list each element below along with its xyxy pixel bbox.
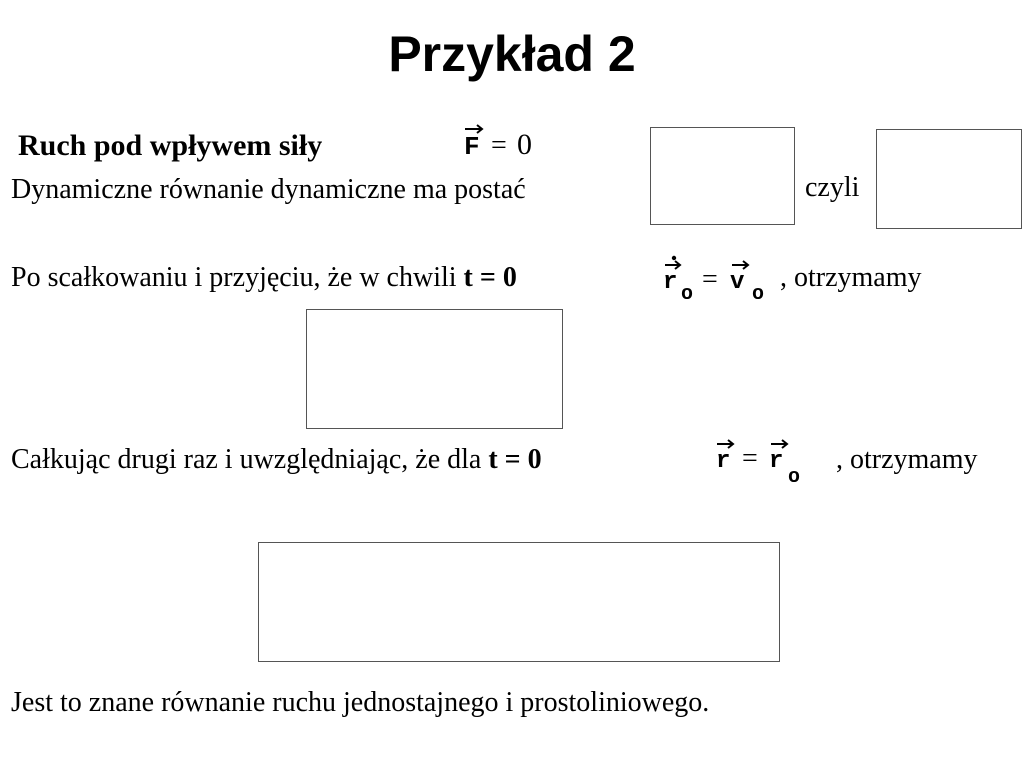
otrzymamy-text-2: , otrzymamy bbox=[836, 444, 978, 475]
equals-sign: = bbox=[491, 130, 507, 161]
force-zero-formula bbox=[462, 122, 552, 166]
equals-sign: = bbox=[702, 264, 718, 295]
equation-box-1 bbox=[650, 127, 795, 225]
equation-intro-text: Dynamiczne równanie dynamiczne ma postać bbox=[11, 174, 526, 205]
second-integration-text bbox=[11, 443, 542, 477]
equation-box-2 bbox=[876, 129, 1022, 229]
position-symbol: r bbox=[716, 448, 731, 475]
force-value: 0 bbox=[517, 128, 532, 161]
time-condition: t = 0 bbox=[463, 262, 517, 293]
second-integration-prefix: Całkując drugi raz i uwzględniając, że dla bbox=[11, 444, 489, 475]
velocity-symbol: v bbox=[730, 269, 745, 296]
equation-box-3 bbox=[306, 309, 563, 429]
equation-box-4 bbox=[258, 542, 780, 662]
integration-text-prefix: Po scałkowaniu i przyjęciu, że w chwili bbox=[11, 262, 464, 293]
position-subscript: o bbox=[681, 283, 694, 304]
equals-sign: = bbox=[742, 443, 758, 474]
position-symbol: r bbox=[663, 269, 678, 296]
otrzymamy-text-1: , otrzymamy bbox=[780, 262, 922, 293]
time-condition: t = 0 bbox=[488, 444, 542, 475]
initial-position-symbol: r bbox=[769, 448, 784, 475]
initial-velocity-formula bbox=[660, 252, 780, 304]
section-heading: Ruch pod wpływem siły bbox=[18, 129, 323, 162]
slide-title: Przykład 2 bbox=[388, 26, 636, 82]
conclusion-text: Jest to znane równanie ruchu jednostajnego i prostoliniowego. bbox=[11, 687, 710, 718]
initial-position-formula bbox=[713, 434, 813, 488]
initial-position-subscript: o bbox=[788, 466, 801, 488]
czyli-text: czyli bbox=[805, 172, 860, 203]
force-symbol: F bbox=[464, 132, 480, 162]
integration-text bbox=[11, 261, 517, 295]
velocity-subscript: o bbox=[752, 283, 765, 304]
